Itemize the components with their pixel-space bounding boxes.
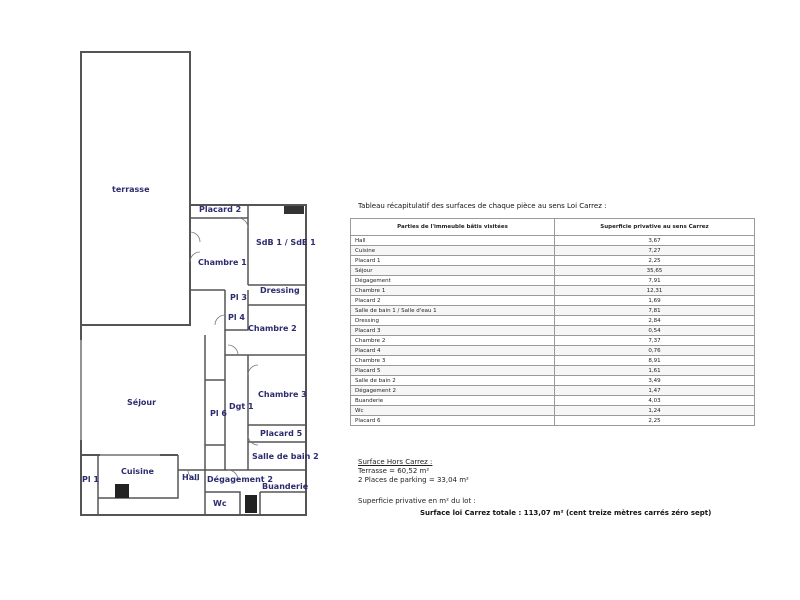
row-room-name: Salle de bain 1 / Salle d'eau 1 xyxy=(351,306,555,316)
hors-carrez-parking: 2 Places de parking = 33,04 m² xyxy=(358,476,469,484)
room-hall: Hall xyxy=(182,473,200,482)
table-row xyxy=(351,276,755,286)
room-buanderie: Buanderie xyxy=(262,482,309,491)
table-row xyxy=(351,236,755,246)
row-room-name: Wc xyxy=(351,406,555,416)
room-sdb1: SdB 1 / SdE 1 xyxy=(256,238,316,247)
row-surface-value: 1,24 xyxy=(555,406,755,416)
row-room-name: Séjour xyxy=(351,266,555,276)
room-placard2: Placard 2 xyxy=(199,205,242,214)
table-row xyxy=(351,306,755,316)
table-row xyxy=(351,246,755,256)
privative-label: Superficie privative en m² du lot : xyxy=(358,497,476,505)
row-surface-value: 0,76 xyxy=(555,346,755,356)
row-surface-value: 7,27 xyxy=(555,246,755,256)
row-surface-value: 2,25 xyxy=(555,256,755,266)
row-surface-value: 1,47 xyxy=(555,386,755,396)
hors-carrez-terrasse: Terrasse = 60,52 m² xyxy=(358,467,430,475)
row-room-name: Placard 1 xyxy=(351,256,555,266)
room-terrasse: terrasse xyxy=(112,185,150,194)
room-pl4: Pl 4 xyxy=(228,313,245,322)
row-surface-value: 3,49 xyxy=(555,376,755,386)
duct xyxy=(284,206,304,214)
duct xyxy=(245,495,257,513)
door-swing xyxy=(248,365,258,375)
door-swing xyxy=(215,315,225,325)
room-degagement2: Dégagement 2 xyxy=(207,475,273,484)
row-room-name: Salle de bain 2 xyxy=(351,376,555,386)
room-dressing: Dressing xyxy=(260,286,300,295)
table-row xyxy=(351,416,755,426)
door-swing xyxy=(190,232,200,242)
table-row xyxy=(351,286,755,296)
table-row xyxy=(351,296,755,306)
room-dgt1: Dgt 1 xyxy=(229,402,254,411)
row-surface-value: 1,69 xyxy=(555,296,755,306)
table-row xyxy=(351,256,755,266)
row-surface-value: 7,37 xyxy=(555,336,755,346)
row-room-name: Hall xyxy=(351,236,555,246)
surface-table xyxy=(350,218,755,426)
door-swing xyxy=(228,345,238,355)
row-surface-value: 35,65 xyxy=(555,266,755,276)
table-header-row xyxy=(351,219,755,236)
row-surface-value: 4,03 xyxy=(555,396,755,406)
table-row xyxy=(351,316,755,326)
table-title: Tableau récapitulatif des surfaces de chaque pièce au sens Loi Carrez : xyxy=(358,202,607,210)
apartment-outer-wall xyxy=(81,205,306,515)
row-room-name: Dégagement 2 xyxy=(351,386,555,396)
header-superficie: Superficie privative au sens Carrez xyxy=(555,219,755,236)
row-room-name: Placard 3 xyxy=(351,326,555,336)
row-room-name: Placard 4 xyxy=(351,346,555,356)
row-room-name: Chambre 3 xyxy=(351,356,555,366)
table-body xyxy=(351,236,755,426)
total-carrez: Surface loi Carrez totale : 113,07 m² (cent treize mètres carrés zéro sept) xyxy=(420,509,712,517)
dgt1-wall xyxy=(225,355,248,470)
row-surface-value: 2,84 xyxy=(555,316,755,326)
room-sejour: Séjour xyxy=(127,398,157,407)
table-row xyxy=(351,366,755,376)
duct xyxy=(115,484,129,498)
table-row xyxy=(351,266,755,276)
room-sdb2: Salle de bain 2 xyxy=(252,452,319,461)
room-wc: Wc xyxy=(213,499,227,508)
table-row xyxy=(351,356,755,366)
header-parties: Parties de l'immeuble bâtis visitées xyxy=(351,219,555,236)
row-surface-value: 8,91 xyxy=(555,356,755,366)
floor-plan xyxy=(0,0,345,600)
cuisine-wall xyxy=(98,455,178,515)
room-chambre3: Chambre 3 xyxy=(258,390,307,399)
row-room-name: Buanderie xyxy=(351,396,555,406)
row-surface-value: 1,61 xyxy=(555,366,755,376)
room-chambre1: Chambre 1 xyxy=(198,258,247,267)
door-swing xyxy=(238,218,248,228)
room-pl1: Pl 1 xyxy=(82,475,99,484)
row-room-name: Dressing xyxy=(351,316,555,326)
room-placard5: Placard 5 xyxy=(260,429,303,438)
table-row xyxy=(351,386,755,396)
buanderie-wall xyxy=(260,492,306,515)
row-room-name: Cuisine xyxy=(351,246,555,256)
table-row xyxy=(351,376,755,386)
row-room-name: Chambre 2 xyxy=(351,336,555,346)
table-row xyxy=(351,326,755,336)
row-surface-value: 0,54 xyxy=(555,326,755,336)
table-row xyxy=(351,396,755,406)
row-room-name: Placard 6 xyxy=(351,416,555,426)
placard2-wall xyxy=(190,205,248,285)
door-swing xyxy=(248,435,258,445)
room-cuisine: Cuisine xyxy=(121,467,154,476)
row-room-name: Placard 5 xyxy=(351,366,555,376)
row-room-name: Dégagement xyxy=(351,276,555,286)
row-surface-value: 7,91 xyxy=(555,276,755,286)
hors-carrez xyxy=(358,458,469,485)
row-room-name: Placard 2 xyxy=(351,296,555,306)
room-pl3: Pl 3 xyxy=(230,293,247,302)
table-row xyxy=(351,336,755,346)
room-chambre2: Chambre 2 xyxy=(248,324,297,333)
row-surface-value: 12,31 xyxy=(555,286,755,296)
row-room-name: Chambre 1 xyxy=(351,286,555,296)
table-row xyxy=(351,346,755,356)
row-surface-value: 7,81 xyxy=(555,306,755,316)
row-surface-value: 3,67 xyxy=(555,236,755,246)
table-row xyxy=(351,406,755,416)
row-surface-value: 2,25 xyxy=(555,416,755,426)
room-pl6: Pl 6 xyxy=(210,409,227,418)
hors-carrez-heading: Surface Hors Carrez : xyxy=(358,458,433,466)
